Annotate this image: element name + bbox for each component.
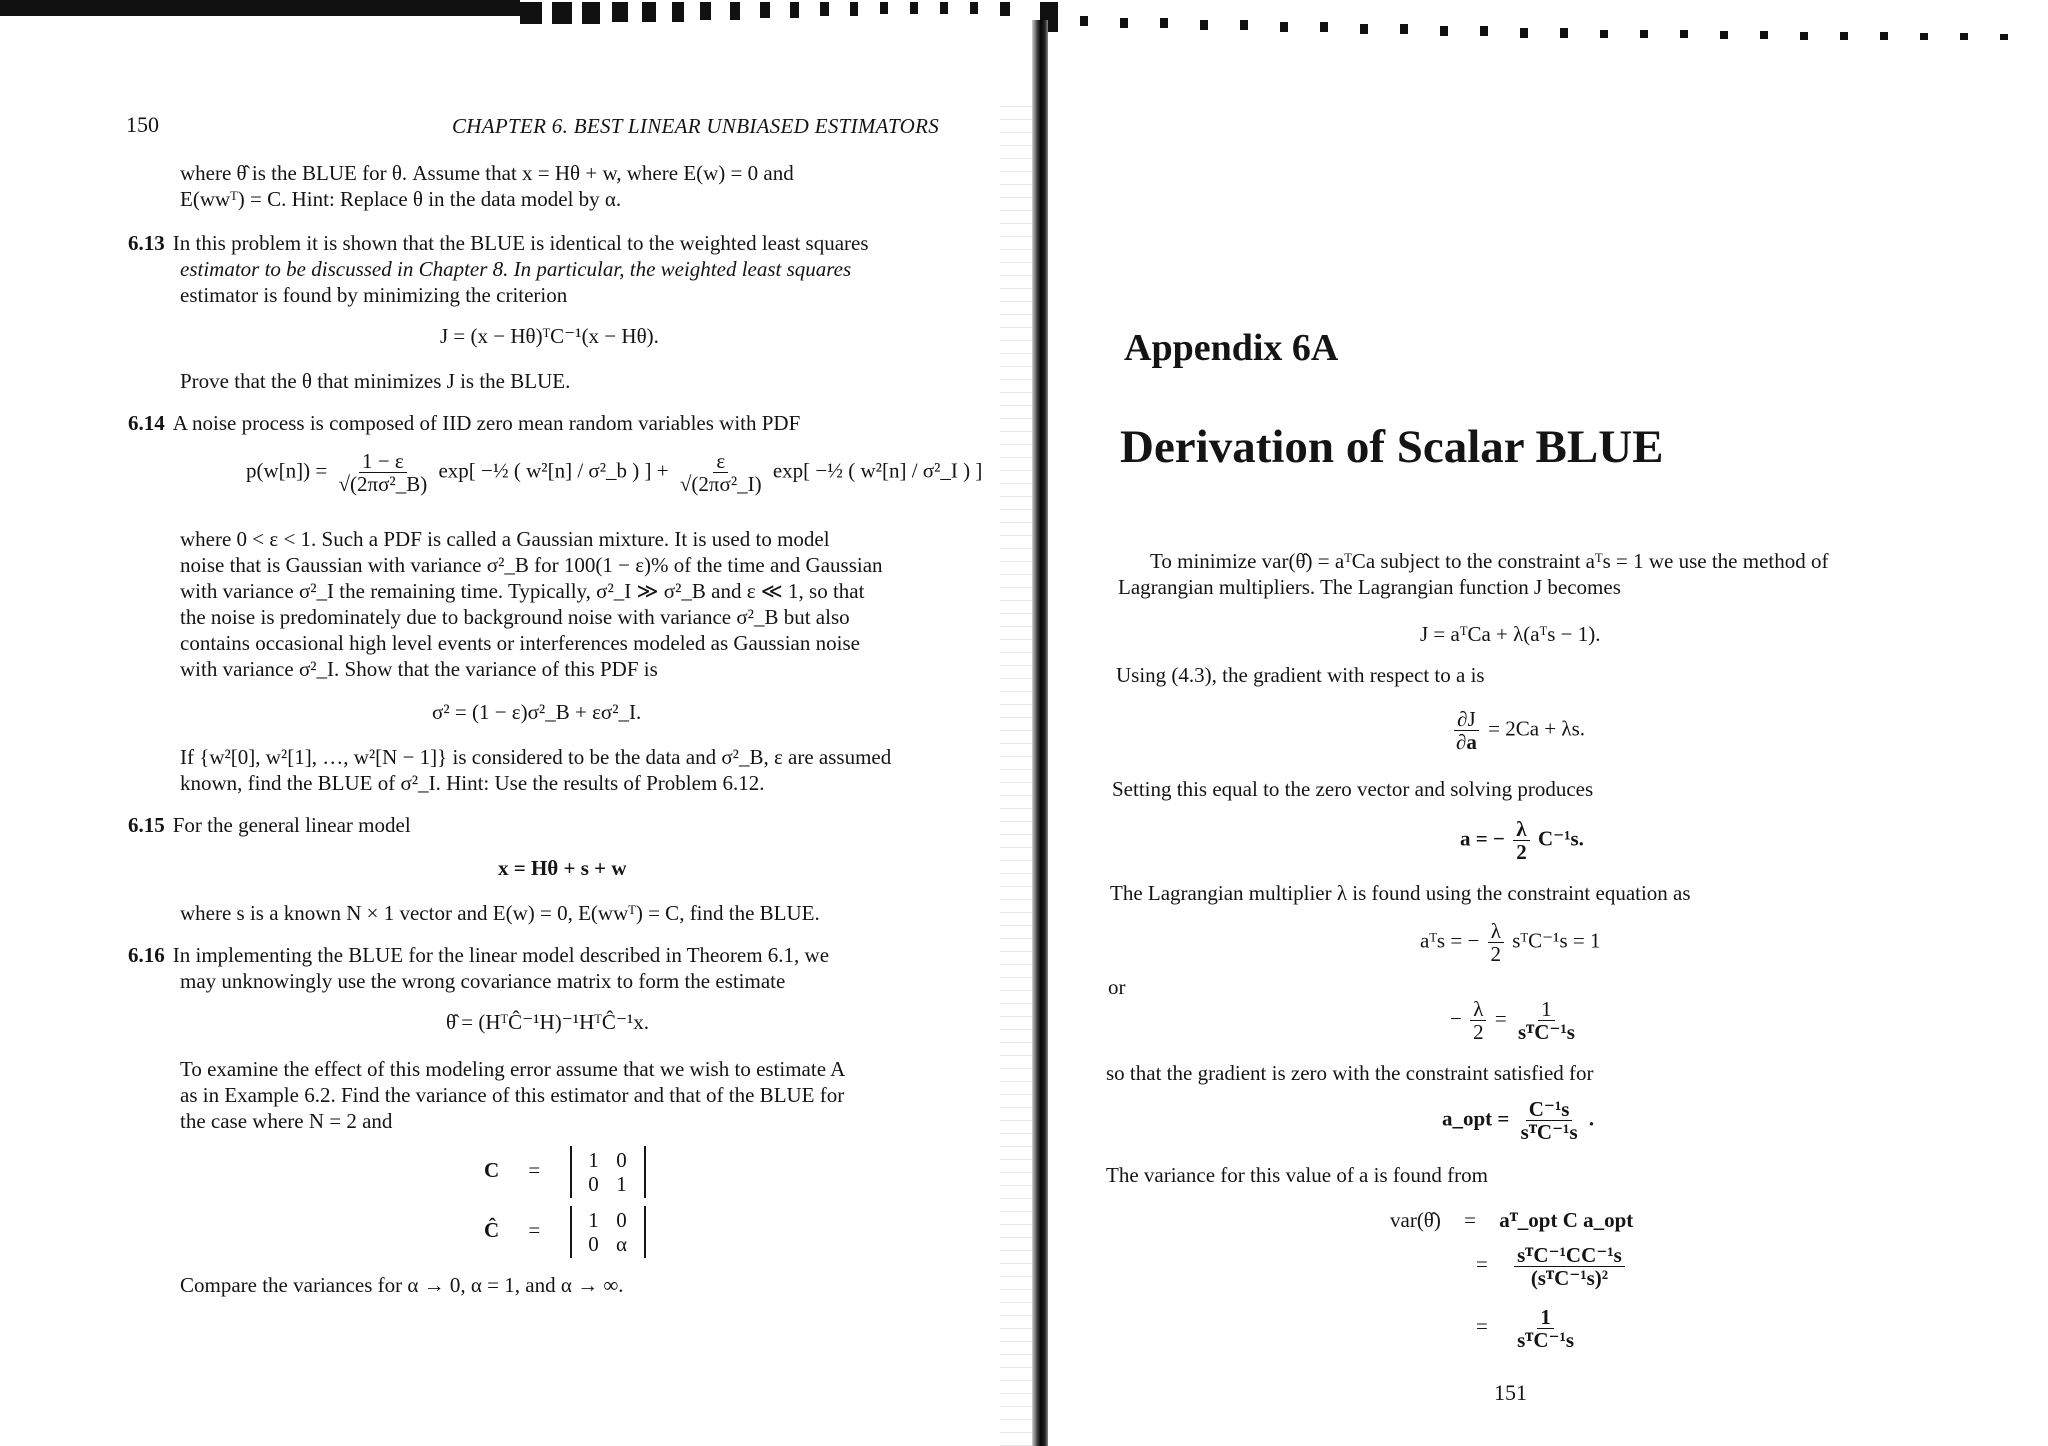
matrix-cell: 0 (616, 1208, 627, 1232)
fraction-den: 2 (1490, 942, 1502, 966)
p616-line5: the case where N = 2 and (180, 1109, 393, 1133)
fraction-den: sᵀC⁻¹s (1520, 1120, 1578, 1144)
fraction-den: sᵀC⁻¹s (1517, 1328, 1575, 1352)
p614-line4: with variance σ²_I the remaining time. Typically, σ²_I ≫ σ²_B and ε ≪ 1, so that (180, 579, 865, 603)
equals-sign: = (1476, 1252, 1488, 1277)
matrix-cell: α (616, 1232, 628, 1256)
equation-linear-model: x = Hθ + s + w (498, 856, 627, 880)
rp-para2: Using (4.3), the gradient with respect to a is (1116, 663, 1485, 687)
p613-line1: In this problem it is shown that the BLUE is identical to the weighted least squares (172, 231, 869, 255)
problem-number: 6.16 (128, 943, 165, 967)
problem-6-16 (128, 942, 829, 968)
fraction (1488, 920, 1505, 965)
rp-para1-line1: To minimize var(θ̂) = aᵀCa subject to the constraint aᵀs = 1 we use the method of (1150, 549, 1829, 573)
page-number-left: 150 (126, 112, 159, 137)
matrix-cell: 1 (588, 1208, 599, 1232)
fraction (1470, 998, 1487, 1043)
eq-lhs: aᵀs = − (1420, 928, 1480, 953)
equation-lagrangian: J = aᵀCa + λ(aᵀs − 1). (1420, 622, 1601, 646)
fraction (1518, 1098, 1581, 1143)
problem-number: 6.15 (128, 813, 165, 837)
p614-line9: known, find the BLUE of σ²_I. Hint: Use the results of Problem 6.12. (180, 771, 765, 795)
rp-para5: or (1108, 975, 1126, 999)
matrix-cell: 0 (588, 1232, 599, 1256)
p615-line1: For the general linear model (172, 813, 411, 837)
p615-line2: where s is a known N × 1 vector and E(w) = 0, E(wwᵀ) = C, find the BLUE. (180, 901, 820, 925)
fraction-num: 1 (1537, 1306, 1554, 1329)
equation-gaussian-mixture (246, 450, 982, 495)
fraction-num: C⁻¹s (1526, 1098, 1573, 1121)
fraction (1514, 1244, 1625, 1289)
fraction-num: λ (1470, 998, 1486, 1021)
fraction (1453, 708, 1480, 753)
eq-exp1: exp[ −½ ( w²[n] / σ²_b ) ] (438, 458, 652, 483)
eq-plus: + (656, 458, 669, 483)
p614-line2: where 0 < ε < 1. Such a PDF is called a Gaussian mixture. It is used to model (180, 527, 830, 551)
eq-lhs: p(w[n]) = (246, 458, 328, 483)
right-page (1050, 0, 2048, 1446)
matrix-cell: 1 (616, 1172, 627, 1196)
p614-line7: with variance σ²_I. Show that the variance of this PDF is (180, 657, 658, 681)
p612-line1: where θ̂ is the BLUE for θ. Assume that x = Hθ + w, where E(w) = 0 and (180, 161, 794, 185)
fraction (677, 450, 765, 495)
equation-a-solution (1460, 818, 1584, 863)
matrix-cell: 0 (588, 1172, 599, 1196)
matrix-body (570, 1146, 646, 1198)
p616-line6: Compare the variances for α → 0, α = 1, and α → ∞. (180, 1273, 624, 1297)
rp-para1-line2: Lagrangian multipliers. The Lagrangian function J becomes (1118, 575, 1621, 599)
appendix-label: Appendix 6A (1124, 327, 1339, 369)
equation-mixture-variance: σ² = (1 − ε)σ²_B + εσ²_I. (432, 700, 642, 724)
p614-line3: noise that is Gaussian with variance σ²_B for 100(1 − ε)% of the time and Gaussian (180, 553, 883, 577)
eq-exp2: exp[ −½ ( w²[n] / σ²_I ) ] (772, 458, 983, 483)
fraction-num: ε (713, 450, 728, 473)
p613-line4: Prove that the θ that minimizes J is the BLUE. (180, 369, 571, 393)
fraction-num: 1 − ε (359, 450, 407, 473)
equation-a-opt (1442, 1098, 1594, 1143)
eq-row1: aᵀ_opt C a_opt (1499, 1208, 1634, 1232)
p616-line2: may unknowingly use the wrong covariance matrix to form the estimate (180, 969, 786, 993)
p616-line4: as in Example 6.2. Find the variance of this estimator and that of the BLUE for (180, 1083, 845, 1107)
fraction (335, 450, 430, 495)
fraction (1513, 818, 1530, 863)
matrix-label: C (484, 1157, 500, 1182)
fraction-num: ∂J (1454, 708, 1479, 731)
eq-lhs: var(θ̂) (1390, 1208, 1441, 1232)
appendix-title: Derivation of Scalar BLUE (1120, 421, 1664, 473)
matrix-label: Ĉ (484, 1217, 500, 1242)
matrix-body (570, 1206, 646, 1258)
eq-rhs: = 2Ca + λs. (1488, 716, 1586, 741)
p616-line3: To examine the effect of this modeling error assume that we wish to estimate A (180, 1057, 846, 1081)
equals-sign: = (1494, 1006, 1507, 1031)
p616-line1: In implementing the BLUE for the linear model described in Theorem 6.1, we (172, 943, 830, 967)
fraction-num: λ (1513, 818, 1529, 841)
eq-rhs: C⁻¹s. (1537, 826, 1584, 851)
p614-line6: contains occasional high level events or interferences modeled as Gaussian noise (180, 631, 860, 655)
p614-line1: A noise process is composed of IID zero mean random variables with PDF (172, 411, 801, 435)
equation-variance-row3 (1476, 1306, 1580, 1351)
matrix-cell: 0 (616, 1148, 627, 1172)
rp-para3: Setting this equal to the zero vector and solving produces (1112, 777, 1594, 801)
fraction-den: 2 (1473, 1020, 1484, 1044)
page-number-right: 151 (1494, 1380, 1527, 1405)
eq-lhs: − (1450, 1006, 1462, 1031)
equation-constraint (1420, 920, 1600, 965)
equation-gradient (1450, 708, 1585, 753)
equals-sign: = (1476, 1314, 1488, 1339)
equation-weighted-ls: J = (x − Hθ)ᵀC⁻¹(x − Hθ). (440, 324, 659, 348)
eq-rhs: sᵀC⁻¹s = 1 (1512, 928, 1601, 953)
fraction-num: 1 (1538, 998, 1555, 1021)
problem-6-13 (128, 230, 869, 256)
fraction (1515, 998, 1578, 1043)
matrix-C (484, 1146, 646, 1198)
rp-para7: The variance for this value of a is found from (1106, 1163, 1488, 1187)
equation-variance-row2 (1476, 1244, 1628, 1289)
running-head: CHAPTER 6. BEST LINEAR UNBIASED ESTIMATORS (452, 114, 940, 138)
p613-line3: estimator is found by minimizing the criterion (180, 283, 568, 307)
p614-line5: the noise is predominately due to background noise with variance σ²_B but also (180, 605, 850, 629)
p614-line8: If {w²[0], w²[1], …, w²[N − 1]} is considered to be the data and σ²_B, ε are assumed (180, 745, 892, 769)
fraction-den: (sᵀC⁻¹s)² (1530, 1266, 1609, 1290)
problem-number: 6.14 (128, 411, 165, 435)
book-spine (1032, 20, 1048, 1446)
problem-6-15 (128, 812, 411, 838)
p613-line2: estimator to be discussed in Chapter 8. In particular, the weighted least squares (180, 257, 852, 281)
equation-variance (1390, 1208, 1633, 1233)
matrix-C-hat (484, 1206, 646, 1258)
problem-6-14 (128, 410, 800, 436)
equals-sign: = (528, 1157, 541, 1182)
equation-wrong-covariance: θ̂ = (HᵀĈ⁻¹H)⁻¹HᵀĈ⁻¹x. (446, 1010, 650, 1034)
equation-lambda (1450, 998, 1581, 1043)
rp-para4: The Lagrangian multiplier λ is found using the constraint equation as (1110, 881, 1691, 905)
rp-para6: so that the gradient is zero with the constraint satisfied for (1106, 1061, 1594, 1085)
fraction-den: √(2πσ²_B) (338, 472, 428, 496)
matrix-cell: 1 (588, 1148, 599, 1172)
fraction-den: sᵀC⁻¹s (1517, 1020, 1575, 1044)
equals-sign: = (1464, 1208, 1476, 1232)
eq-lhs: a_opt = (1442, 1106, 1510, 1131)
fraction-den: 2 (1516, 840, 1527, 864)
fraction-num: λ (1488, 920, 1504, 943)
eq-lhs: a = − (1460, 826, 1505, 851)
eq-dot: . (1588, 1106, 1595, 1131)
fraction-den: ∂a (1456, 730, 1477, 754)
problem-number: 6.13 (128, 231, 165, 255)
fraction-den: √(2πσ²_I) (679, 472, 762, 496)
fraction (1514, 1306, 1577, 1351)
equals-sign: = (528, 1217, 541, 1242)
p612-line2: E(wwᵀ) = C. Hint: Replace θ in the data model by α. (180, 187, 622, 211)
fraction-num: sᵀC⁻¹CC⁻¹s (1514, 1244, 1625, 1267)
